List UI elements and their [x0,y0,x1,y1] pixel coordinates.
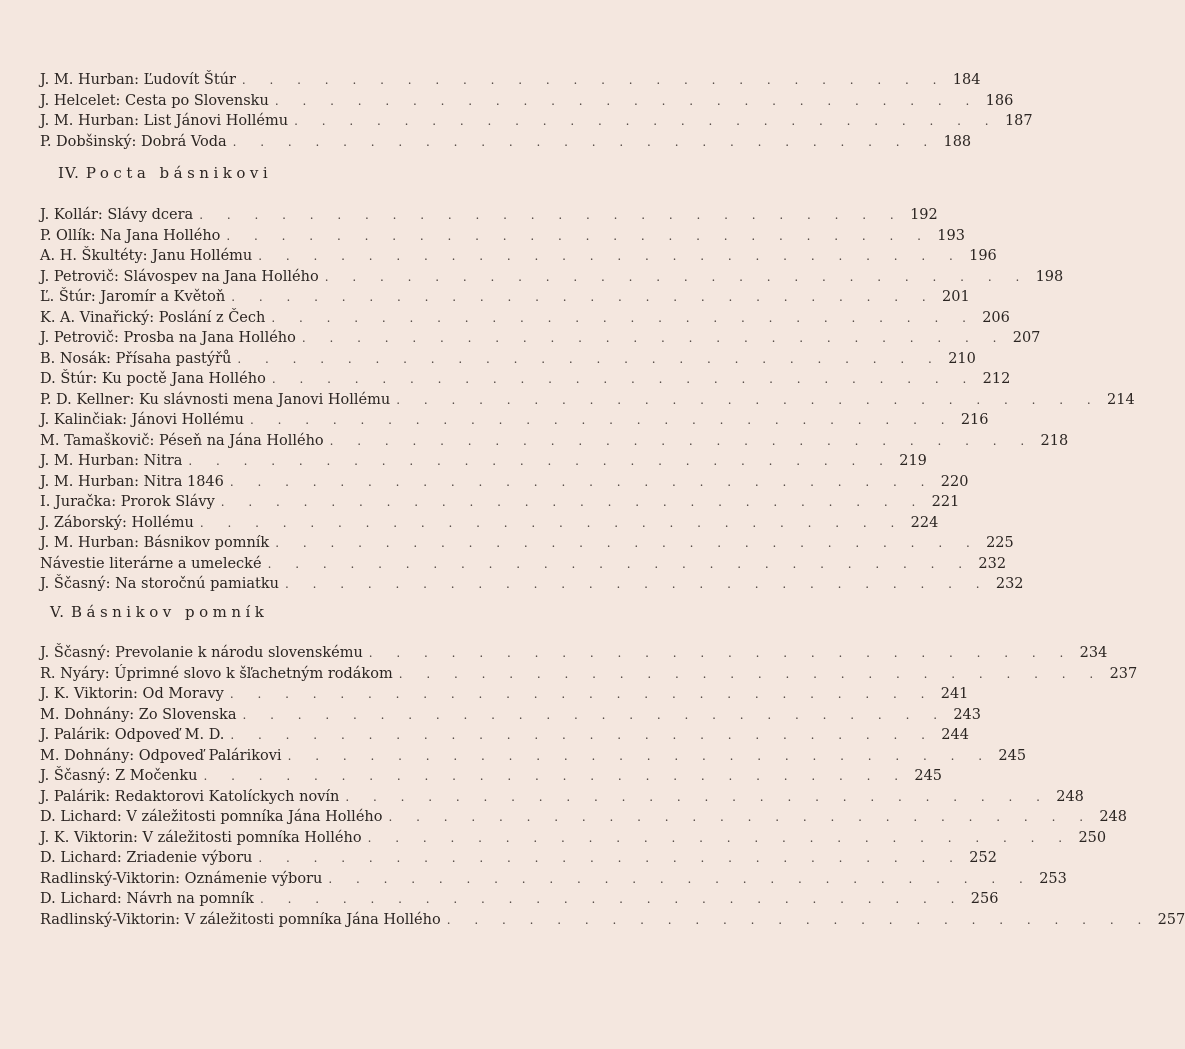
section-heading-iv [58,163,272,183]
toc-entry-title: J. K. Viktorin: Od Moravy [40,686,224,702]
toc-entry [40,308,1010,329]
toc-entry [40,431,1069,452]
toc-leader-dots: . . . . . . . . . . . . . . . . . . . . . . . . . . [446,912,1152,927]
toc-leader-dots: . . . . . . . . . . . . . . . . . . . . . . . . . . [367,830,1073,845]
toc-entry-page-number: 207 [1012,330,1041,346]
toc-entry [40,132,972,153]
toc-entry [40,787,1084,808]
toc-leader-dots: . . . . . . . . . . . . . . . . . . . . . . . . . . [267,556,973,571]
toc-leader-dots: . . . . . . . . . . . . . . . . . . . . . . . . . . [232,134,938,149]
toc-entry-title: Návestie literárne a umelecké [40,555,262,572]
toc-entry-title: D. Štúr: Ku poctě Jana Hollého [40,371,266,387]
section-heading-v [50,602,268,622]
toc-entry-page-number: 216 [960,412,989,428]
toc-entry [40,410,989,431]
toc-entry-title: J. Petrovič: Prosba na Jana Hollého [40,330,296,346]
toc-entry-title: P. Ollík: Na Jana Hollého [40,227,221,244]
toc-entry-page-number: 218 [1040,432,1069,449]
section-title: Básnikov pomník [70,603,269,621]
toc-leader-dots: . . . . . . . . . . . . . . . . . . . . . . . . . . [249,413,955,427]
toc-entry-title: M. Dohnány: Odpoveď Palárikovi [40,747,282,764]
toc-entry-title: P. Dobšinský: Dobrá Voda [40,133,227,150]
toc-entry [40,328,1041,349]
toc-entry-page-number: 192 [910,207,938,223]
toc-entry-title: K. A. Vinařický: Poslání z Čech [40,309,266,326]
toc-entry-page-number: 214 [1107,391,1135,408]
toc-leader-dots: . . . . . . . . . . . . . . . . . . . . . . . . . . [226,228,931,243]
toc-entry [40,889,999,910]
toc-entry-title: J. Helcelet: Cesta po Slovensku [40,92,269,109]
toc-entry-page-number: 250 [1078,829,1107,846]
toc-entry-page-number: 256 [970,891,999,907]
toc-entry-page-number: 212 [982,371,1011,387]
toc-entry [40,574,1024,595]
toc-leader-dots: . . . . . . . . . . . . . . . . . . . . . . . . . . [242,707,948,722]
toc-entry [40,725,969,746]
toc-entry [40,472,969,493]
toc-entry-title: A. H. Škultéty: Janu Hollému [40,248,253,264]
toc-entry-title: Ľ. Štúr: Jaromír a Květoň [40,289,226,305]
toc-leader-dots: . . . . . . . . . . . . . . . . . . . . . . . . . . [188,454,893,468]
toc-leader-dots: . . . . . . . . . . . . . . . . . . . . . . . . . . [398,666,1104,681]
toc-entry-title: B. Nosák: Přísaha pastýřů [40,350,232,367]
toc-entry [40,246,997,267]
toc-entry [40,369,1011,390]
toc-entry-title: J. Ščasný: Na storočnú pamiatku [40,576,279,592]
toc-entry-page-number: 257 [1157,911,1185,928]
toc-entry-page-number: 210 [948,350,976,367]
toc-leader-dots: . . . . . . . . . . . . . . . . . . . . . . . . . . [203,769,909,783]
toc-entry [40,554,1007,575]
toc-entry-title: R. Nyáry: Úprimné slovo k šľachetným rodákom [40,665,393,682]
toc-entry [40,513,939,534]
toc-entry-title: M. Tamaškovič: Péseň na Jána Hollého [40,432,324,449]
toc-entry-title: J. Palárik: Odpoveď M. D. [40,727,225,743]
toc-leader-dots: . . . . . . . . . . . . . . . . . . . . . . . . . . [229,474,935,489]
toc-entry [40,226,965,247]
toc-leader-dots: . . . . . . . . . . . . . . . . . . . . . . . . . . [294,114,999,128]
toc-leader-dots: . . . . . . . . . . . . . . . . . . . . . . . . . . [285,577,990,591]
toc-entry-page-number: 252 [969,850,997,866]
toc-entry-title: J. M. Hurban: Nitra [40,453,183,469]
toc-entry-title: J. Ščasný: Prevolanie k národu slovenskému [40,645,363,661]
toc-entry-page-number: 186 [985,92,1014,109]
toc-leader-dots: . . . . . . . . . . . . . . . . . . . . . . . . . . [329,433,1035,448]
toc-entry-page-number: 245 [998,747,1027,764]
toc-entry [40,390,1135,411]
toc-entry-page-number: 184 [952,72,981,88]
toc-entry-title: J. K. Viktorin: V záležitosti pomníka Hollého [40,829,362,846]
toc-entry-title: J. Palárik: Redaktorovi Katolíckych novín [40,788,340,805]
toc-entry-title: J. M. Hurban: Nitra 1846 [40,473,224,490]
toc-entry-title: J. Kalinčiak: Jánovi Hollému [40,412,244,428]
toc-entry-page-number: 245 [914,768,943,784]
toc-leader-dots: . . . . . . . . . . . . . . . . . . . . . . . . . . [345,789,1050,804]
toc-section-continued [40,70,1033,152]
toc-leader-dots: . . . . . . . . . . . . . . . . . . . . . . . . . . [301,331,1007,345]
toc-entry [40,684,969,705]
toc-entry-title: J. Kollár: Slávy dcera [40,207,194,223]
toc-entry-page-number: 193 [937,227,965,244]
toc-entry-title: D. Lichard: V záležitosti pomníka Jána Hollého [40,809,383,825]
toc-entry-page-number: 244 [941,727,969,743]
toc-entry-page-number: 237 [1109,665,1138,682]
toc-entry [40,910,1185,931]
toc-leader-dots: . . . . . . . . . . . . . . . . . . . . . . . . . . [220,495,926,509]
toc-entry [40,349,976,370]
toc-entry-page-number: 201 [942,289,970,305]
toc-entry-title: J. Ščasný: Z Močenku [40,768,198,784]
toc-leader-dots: . . . . . . . . . . . . . . . . . . . . . . . . . . [368,646,1074,660]
toc-entry-page-number: 248 [1099,809,1128,825]
toc-leader-dots: . . . . . . . . . . . . . . . . . . . . . . . . . . [230,728,935,742]
toc-entry-page-number: 234 [1079,645,1108,661]
toc-leader-dots: . . . . . . . . . . . . . . . . . . . . . . . . . . [324,269,1030,284]
toc-leader-dots: . . . . . . . . . . . . . . . . . . . . . . . . . . [199,515,905,530]
toc-leader-dots: . . . . . . . . . . . . . . . . . . . . . . . . . . [229,687,935,701]
toc-entry-page-number: 198 [1035,268,1064,285]
toc-leader-dots: . . . . . . . . . . . . . . . . . . . . . . . . . . [396,392,1101,407]
toc-entry-page-number: 187 [1004,113,1033,129]
toc-entry-title: I. Juračka: Prorok Slávy [40,494,215,510]
toc-leader-dots: . . . . . . . . . . . . . . . . . . . . . . . . . . [231,290,936,304]
section-roman-numeral: V. [50,603,65,621]
toc-entry-page-number: 253 [1039,870,1067,887]
toc-entry [40,492,960,513]
toc-entry [40,664,1138,685]
toc-entry-title: Radlinský-Viktorin: V záležitosti pomníka Jána Hollého [40,911,441,928]
toc-entry-title: J. Petrovič: Slávospev na Jana Hollého [40,268,319,285]
toc-leader-dots: . . . . . . . . . . . . . . . . . . . . . . . . . . [287,748,993,763]
toc-entry [40,287,970,308]
toc-entry-page-number: 232 [995,576,1024,592]
toc-entry [40,91,1014,112]
toc-entry [40,643,1108,664]
toc-entry [40,70,981,91]
toc-entry [40,869,1067,890]
toc-entry-title: J. Záborský: Hollému [40,514,194,531]
section-roman-numeral: IV. [58,164,80,182]
toc-entry-page-number: 243 [953,706,982,723]
toc-leader-dots: . . . . . . . . . . . . . . . . . . . . . . . . . . [271,372,977,386]
toc-entry [40,267,1064,288]
toc-entry-title: M. Dohnány: Zo Slovenska [40,706,237,723]
toc-entry-title: Radlinský-Viktorin: Oznámenie výboru [40,870,323,887]
toc-leader-dots: . . . . . . . . . . . . . . . . . . . . . . . . . . [274,93,980,108]
toc-entry [40,705,982,726]
toc-section-v [40,643,1185,930]
toc-entry-title: J. M. Hurban: Ľudovít Štúr [40,72,236,88]
toc-leader-dots: . . . . . . . . . . . . . . . . . . . . . . . . . . [328,871,1033,886]
toc-leader-dots: . . . . . . . . . . . . . . . . . . . . . . . . . . [275,536,980,550]
toc-leader-dots: . . . . . . . . . . . . . . . . . . . . . . . . . . [258,851,963,865]
toc-section-iv [40,205,1135,595]
toc-entry [40,111,1033,132]
toc-entry-page-number: 225 [986,535,1014,551]
toc-entry-page-number: 248 [1056,788,1084,805]
toc-entry [40,848,997,869]
toc-entry [40,807,1128,828]
toc-entry [40,746,1027,767]
toc-entry-title: J. M. Hurban: Básnikov pomník [40,535,270,551]
toc-leader-dots: . . . . . . . . . . . . . . . . . . . . . . . . . . [199,208,904,222]
toc-leader-dots: . . . . . . . . . . . . . . . . . . . . . . . . . . [258,249,963,263]
toc-entry-page-number: 219 [899,453,927,469]
toc-entry-page-number: 220 [940,473,969,490]
toc-entry [40,205,938,226]
toc-leader-dots: . . . . . . . . . . . . . . . . . . . . . . . . . . [388,810,1094,824]
toc-entry-page-number: 232 [978,555,1007,572]
toc-entry [40,828,1107,849]
toc-entry-title: P. D. Kellner: Ku slávnosti mena Janovi Hollému [40,391,391,408]
toc-leader-dots: . . . . . . . . . . . . . . . . . . . . . . . . . . [259,892,965,906]
toc-entry-title: D. Lichard: Návrh na pomník [40,891,254,907]
toc-entry-page-number: 221 [931,494,960,510]
toc-entry [40,533,1014,554]
toc-leader-dots: . . . . . . . . . . . . . . . . . . . . . . . . . . [271,310,976,325]
toc-entry-title: D. Lichard: Zriadenie výboru [40,850,253,866]
toc-entry-title: J. M. Hurban: List Jánovi Hollému [40,113,289,129]
toc-entry-page-number: 206 [982,309,1010,326]
toc-entry [40,766,943,787]
toc-entry [40,451,927,472]
toc-leader-dots: . . . . . . . . . . . . . . . . . . . . . . . . . . [237,351,942,366]
toc-entry-page-number: 196 [969,248,997,264]
toc-leader-dots: . . . . . . . . . . . . . . . . . . . . . . . . . . [241,73,947,87]
toc-entry-page-number: 224 [910,514,939,531]
toc-entry-page-number: 188 [943,133,972,150]
section-title: Pocta básnikovi [85,164,273,182]
toc-entry-page-number: 241 [940,686,969,702]
